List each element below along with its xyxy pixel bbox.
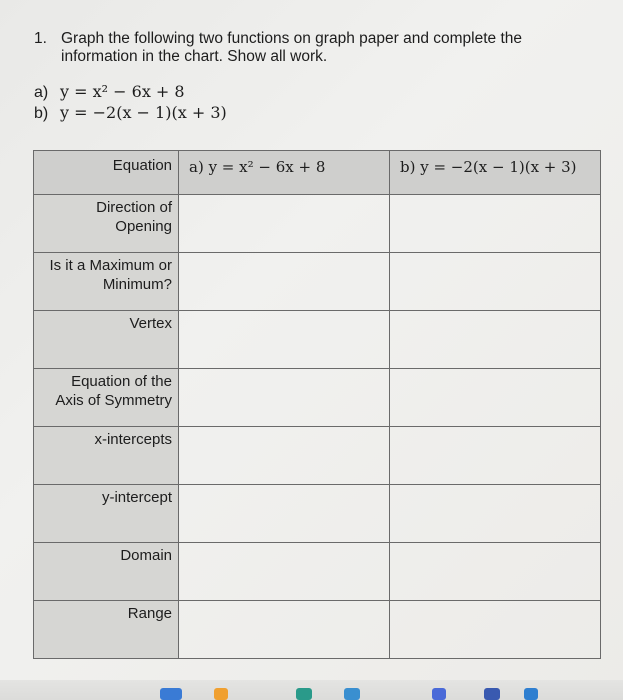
cell-b-axis-of-symmetry[interactable] xyxy=(390,369,601,427)
cell-b-direction[interactable] xyxy=(390,195,601,253)
app-icon xyxy=(160,688,182,700)
row-label-y-intercept: y-intercept xyxy=(34,485,179,543)
row-label-range: Range xyxy=(34,601,179,659)
cell-a-max-min[interactable] xyxy=(179,253,390,311)
row-label-direction: Direction of Opening xyxy=(34,195,179,253)
function-b-label: b) xyxy=(34,105,49,122)
cell-a-direction[interactable] xyxy=(179,195,390,253)
table-row xyxy=(34,485,601,543)
question-text: Graph the following two functions on graph paper and complete the information in the chart. Show all work. xyxy=(61,30,522,65)
row-label-max-min: Is it a Maximum or Minimum? xyxy=(34,253,179,311)
header-equation: Equation xyxy=(34,151,179,195)
cell-b-range[interactable] xyxy=(390,601,601,659)
row-label-x-intercepts: x-intercepts xyxy=(34,427,179,485)
app-icon xyxy=(344,688,360,700)
question-1 xyxy=(34,30,574,66)
table-row xyxy=(34,253,601,311)
cell-b-vertex[interactable] xyxy=(390,311,601,369)
cell-a-axis-of-symmetry[interactable] xyxy=(179,369,390,427)
row-label-axis-of-symmetry: Equation of the Axis of Symmetry xyxy=(34,369,179,427)
app-icon xyxy=(484,688,500,700)
table-row xyxy=(34,427,601,485)
app-icon xyxy=(432,688,446,700)
function-a-expression: y = x² − 6x + 8 xyxy=(60,82,185,101)
app-icon xyxy=(296,688,312,700)
header-function-b: b) y = −2(x − 1)(x + 3) xyxy=(390,151,601,195)
cell-a-vertex[interactable] xyxy=(179,311,390,369)
table-row xyxy=(34,601,601,659)
app-icon xyxy=(214,688,228,700)
table-row xyxy=(34,543,601,601)
cell-b-y-intercept[interactable] xyxy=(390,485,601,543)
row-label-vertex: Vertex xyxy=(34,311,179,369)
table-row xyxy=(34,369,601,427)
header-function-a: a) y = x² − 6x + 8 xyxy=(179,151,390,195)
info-chart xyxy=(33,150,601,659)
cell-b-x-intercepts[interactable] xyxy=(390,427,601,485)
function-b-expression: y = −2(x − 1)(x + 3) xyxy=(60,103,227,122)
cell-a-y-intercept[interactable] xyxy=(179,485,390,543)
question-number: 1. xyxy=(34,30,47,47)
function-a-label: a) xyxy=(34,84,49,101)
table-row xyxy=(34,311,601,369)
table-row xyxy=(34,195,601,253)
cell-a-domain[interactable] xyxy=(179,543,390,601)
function-a xyxy=(34,82,227,103)
cell-b-domain[interactable] xyxy=(390,543,601,601)
function-list xyxy=(34,82,227,124)
function-b xyxy=(34,103,227,124)
cell-b-max-min[interactable] xyxy=(390,253,601,311)
app-icon xyxy=(524,688,538,700)
cell-a-range[interactable] xyxy=(179,601,390,659)
row-label-domain: Domain xyxy=(34,543,179,601)
cell-a-x-intercepts[interactable] xyxy=(179,427,390,485)
chart-header-row xyxy=(34,151,601,195)
